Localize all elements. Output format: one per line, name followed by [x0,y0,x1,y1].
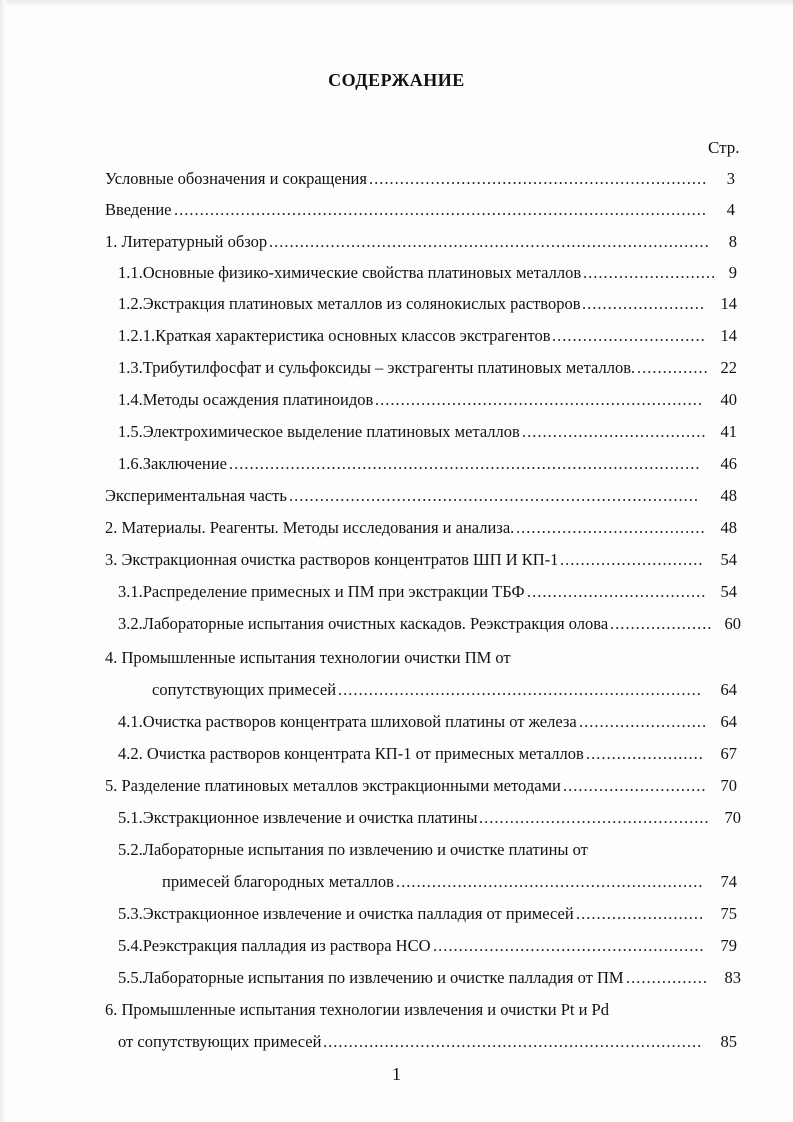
toc-entry-label: 3.2.Лабораторные испытания очистных каскадов. Реэкстракция олова [118,614,609,633]
toc-entry-label: примесей благородных металлов [162,872,394,891]
page-title: СОДЕРЖАНИЕ [328,70,465,90]
toc-entry-5-3 [118,902,737,926]
toc-entry-label: Введение [105,200,172,219]
toc-entry-page: 46 [720,454,737,473]
toc-entry-label: 5.3.Экстракционное извлечение и очистка палладия от примесей [118,904,574,923]
toc-entry-page: 79 [720,936,737,955]
toc-entry-label: 5.5.Лабораторные испытания по извлечению и очистке палладия от ПМ [118,968,624,987]
toc-entry-page: 22 [720,358,737,377]
toc-entry-1-6 [118,452,737,476]
toc-entry-label: 1.2.Экстракция платиновых металлов из солянокислых растворов [118,294,581,313]
toc-entry-label: 5.4.Реэкстракция палладия из раствора НСО [118,936,431,955]
toc-entry-page: 83 [724,968,741,987]
toc-entry-page: 85 [720,1032,737,1051]
toc-entry-page: 74 [720,872,737,891]
toc-leader-dots: ................................................................ [375,390,703,409]
toc-entry-label: 1.3.Трибутилфосфат и сульфоксиды – экстрагенты платиновых металлов. [118,358,636,377]
toc-entry-5 [105,774,737,798]
toc-entry-label: 3.1.Распределение примесных и ПМ при экстракции ТБФ [118,582,525,601]
toc-entry-page: 41 [720,422,737,441]
toc-entry-4-continued [152,678,737,702]
toc-entry-5-2 [118,838,737,862]
toc-leader-dots: ....................... [586,744,704,763]
page-number: 1 [392,1064,401,1084]
toc-entry-6-continued [118,1030,737,1054]
toc-entry-label: 6. Промышленные испытания технологии извлечения и очистки Pt и Pd [105,1000,609,1019]
toc-entry-page: 3 [726,169,735,188]
toc-entry-label: 4.2. Очистка растворов концентрата КП-1 от примесных металлов [118,744,584,763]
toc-entry-1-5 [118,420,737,444]
toc-entry-4-2 [118,742,737,766]
toc-entry-label: 1.1.Основные физико-химические свойства платиновых металлов [118,263,582,282]
toc-entry-label: 1.2.1.Краткая характеристика основных классов экстрагентов [118,326,551,345]
toc-leader-dots: ................ [626,968,708,987]
toc-leader-dots: ............................................................................................ [229,454,701,473]
toc-entry-label: 1.5.Электрохимическое выделение платиновых металлов [118,422,520,441]
toc-leader-dots: ......................... [579,712,708,731]
toc-entry-1-4 [118,388,737,412]
toc-entry-label: 1.6.Заключение [118,454,227,473]
toc-entry-page: 75 [720,904,737,923]
toc-entry-label: 1. Литературный обзор [105,232,268,251]
toc-entry-label: 2. Материалы. Реагенты. Методы исследования и анализа. [105,518,515,537]
toc-entry-label: Условные обозначения и сокращения [105,169,367,188]
toc-entry-label: 4. Промышленные испытания технологии очистки ПМ от [105,648,511,667]
toc-entry-label: 4.1.Очистка растворов концентрата шлиховой платины от железа [118,712,577,731]
toc-entry-1-2 [118,292,737,316]
toc-leader-dots: ................................... [527,582,707,601]
toc-entry-page: 9 [728,263,737,282]
toc-entry-5-5 [118,966,741,990]
toc-entry-label: от сопутствующих примесей [118,1032,322,1051]
toc-entry-label: 1.4.Методы осаждения платиноидов [118,390,374,409]
toc-entry-page: 14 [720,294,737,313]
toc-entry-6 [105,998,737,1022]
toc-entry-1-2-1 [118,324,737,348]
toc-entry-symbols [105,167,735,191]
toc-leader-dots: ...................................................................................... [269,232,710,251]
toc-entry-page: 48 [720,518,737,537]
toc-entry-1-3 [118,356,737,380]
toc-leader-dots: .................... [610,614,713,633]
toc-leader-dots: ................................................................................ [289,486,699,505]
toc-leader-dots: .............. [637,358,709,377]
toc-leader-dots: ........................................................................................................ [174,200,707,219]
toc-leader-dots: ............................................. [479,808,710,827]
toc-leader-dots: ............................ [563,776,707,795]
toc-entry-1-1 [118,261,737,285]
toc-leader-dots: ............................................................ [396,872,704,891]
toc-leader-dots: .......................... [583,263,717,282]
toc-leader-dots: ..................................... [516,518,706,537]
toc-entry-label: 5.1.Экстракционное извлечение и очистка платины [118,808,478,827]
toc-entry-literature-review [105,230,737,254]
toc-entry-3-1 [118,580,737,604]
toc-leader-dots: ......................... [576,904,705,923]
toc-leader-dots: ............................ [560,550,704,569]
toc-entry-5-1 [118,806,741,830]
toc-entry-5-2-continued [162,870,737,894]
toc-entry-label: Экспериментальная часть [105,486,287,505]
toc-leader-dots: ..................................................... [433,936,705,955]
toc-leader-dots: .............................. [552,326,706,345]
toc-entry-page: 60 [724,614,741,633]
toc-entry-page: 54 [720,582,737,601]
page-column-label: Стр. [708,138,740,157]
toc-entry-page: 8 [728,232,737,251]
toc-entry-page: 54 [720,550,737,569]
toc-entry-experimental [105,484,737,508]
toc-leader-dots: .................................................................. [369,169,708,188]
toc-entry-page: 70 [724,808,741,827]
toc-entry-page: 4 [726,200,735,219]
toc-entry-page: 67 [720,744,737,763]
toc-entry-label: 5.2.Лабораторные испытания по извлечению и очистке платины от [118,840,588,859]
toc-leader-dots: ....................................................................... [338,680,702,699]
toc-entry-3 [105,548,737,572]
toc-entry-page: 70 [720,776,737,795]
toc-entry-introduction [105,198,735,222]
toc-entry-page: 64 [720,712,737,731]
scan-edge-left [0,0,6,1122]
toc-entry-label: 3. Экстракционная очистка растворов концентратов ШП И КП-1 [105,550,559,569]
scan-edge-top [0,0,793,6]
toc-leader-dots: .......................................................................... [323,1032,703,1051]
toc-entry-page: 48 [720,486,737,505]
toc-entry-page: 64 [720,680,737,699]
toc-entry-page: 14 [720,326,737,345]
toc-entry-5-4 [118,934,737,958]
toc-entry-page: 40 [720,390,737,409]
toc-entry-3-2 [118,612,741,636]
toc-entry-2 [105,516,737,540]
toc-leader-dots: ........................ [582,294,705,313]
toc-entry-label: сопутствующих примесей [152,680,337,699]
toc-entry-4-1 [118,710,737,734]
toc-entry-4 [105,646,737,670]
toc-leader-dots: .................................... [522,422,707,441]
toc-entry-label: 5. Разделение платиновых металлов экстракционными методами [105,776,561,795]
